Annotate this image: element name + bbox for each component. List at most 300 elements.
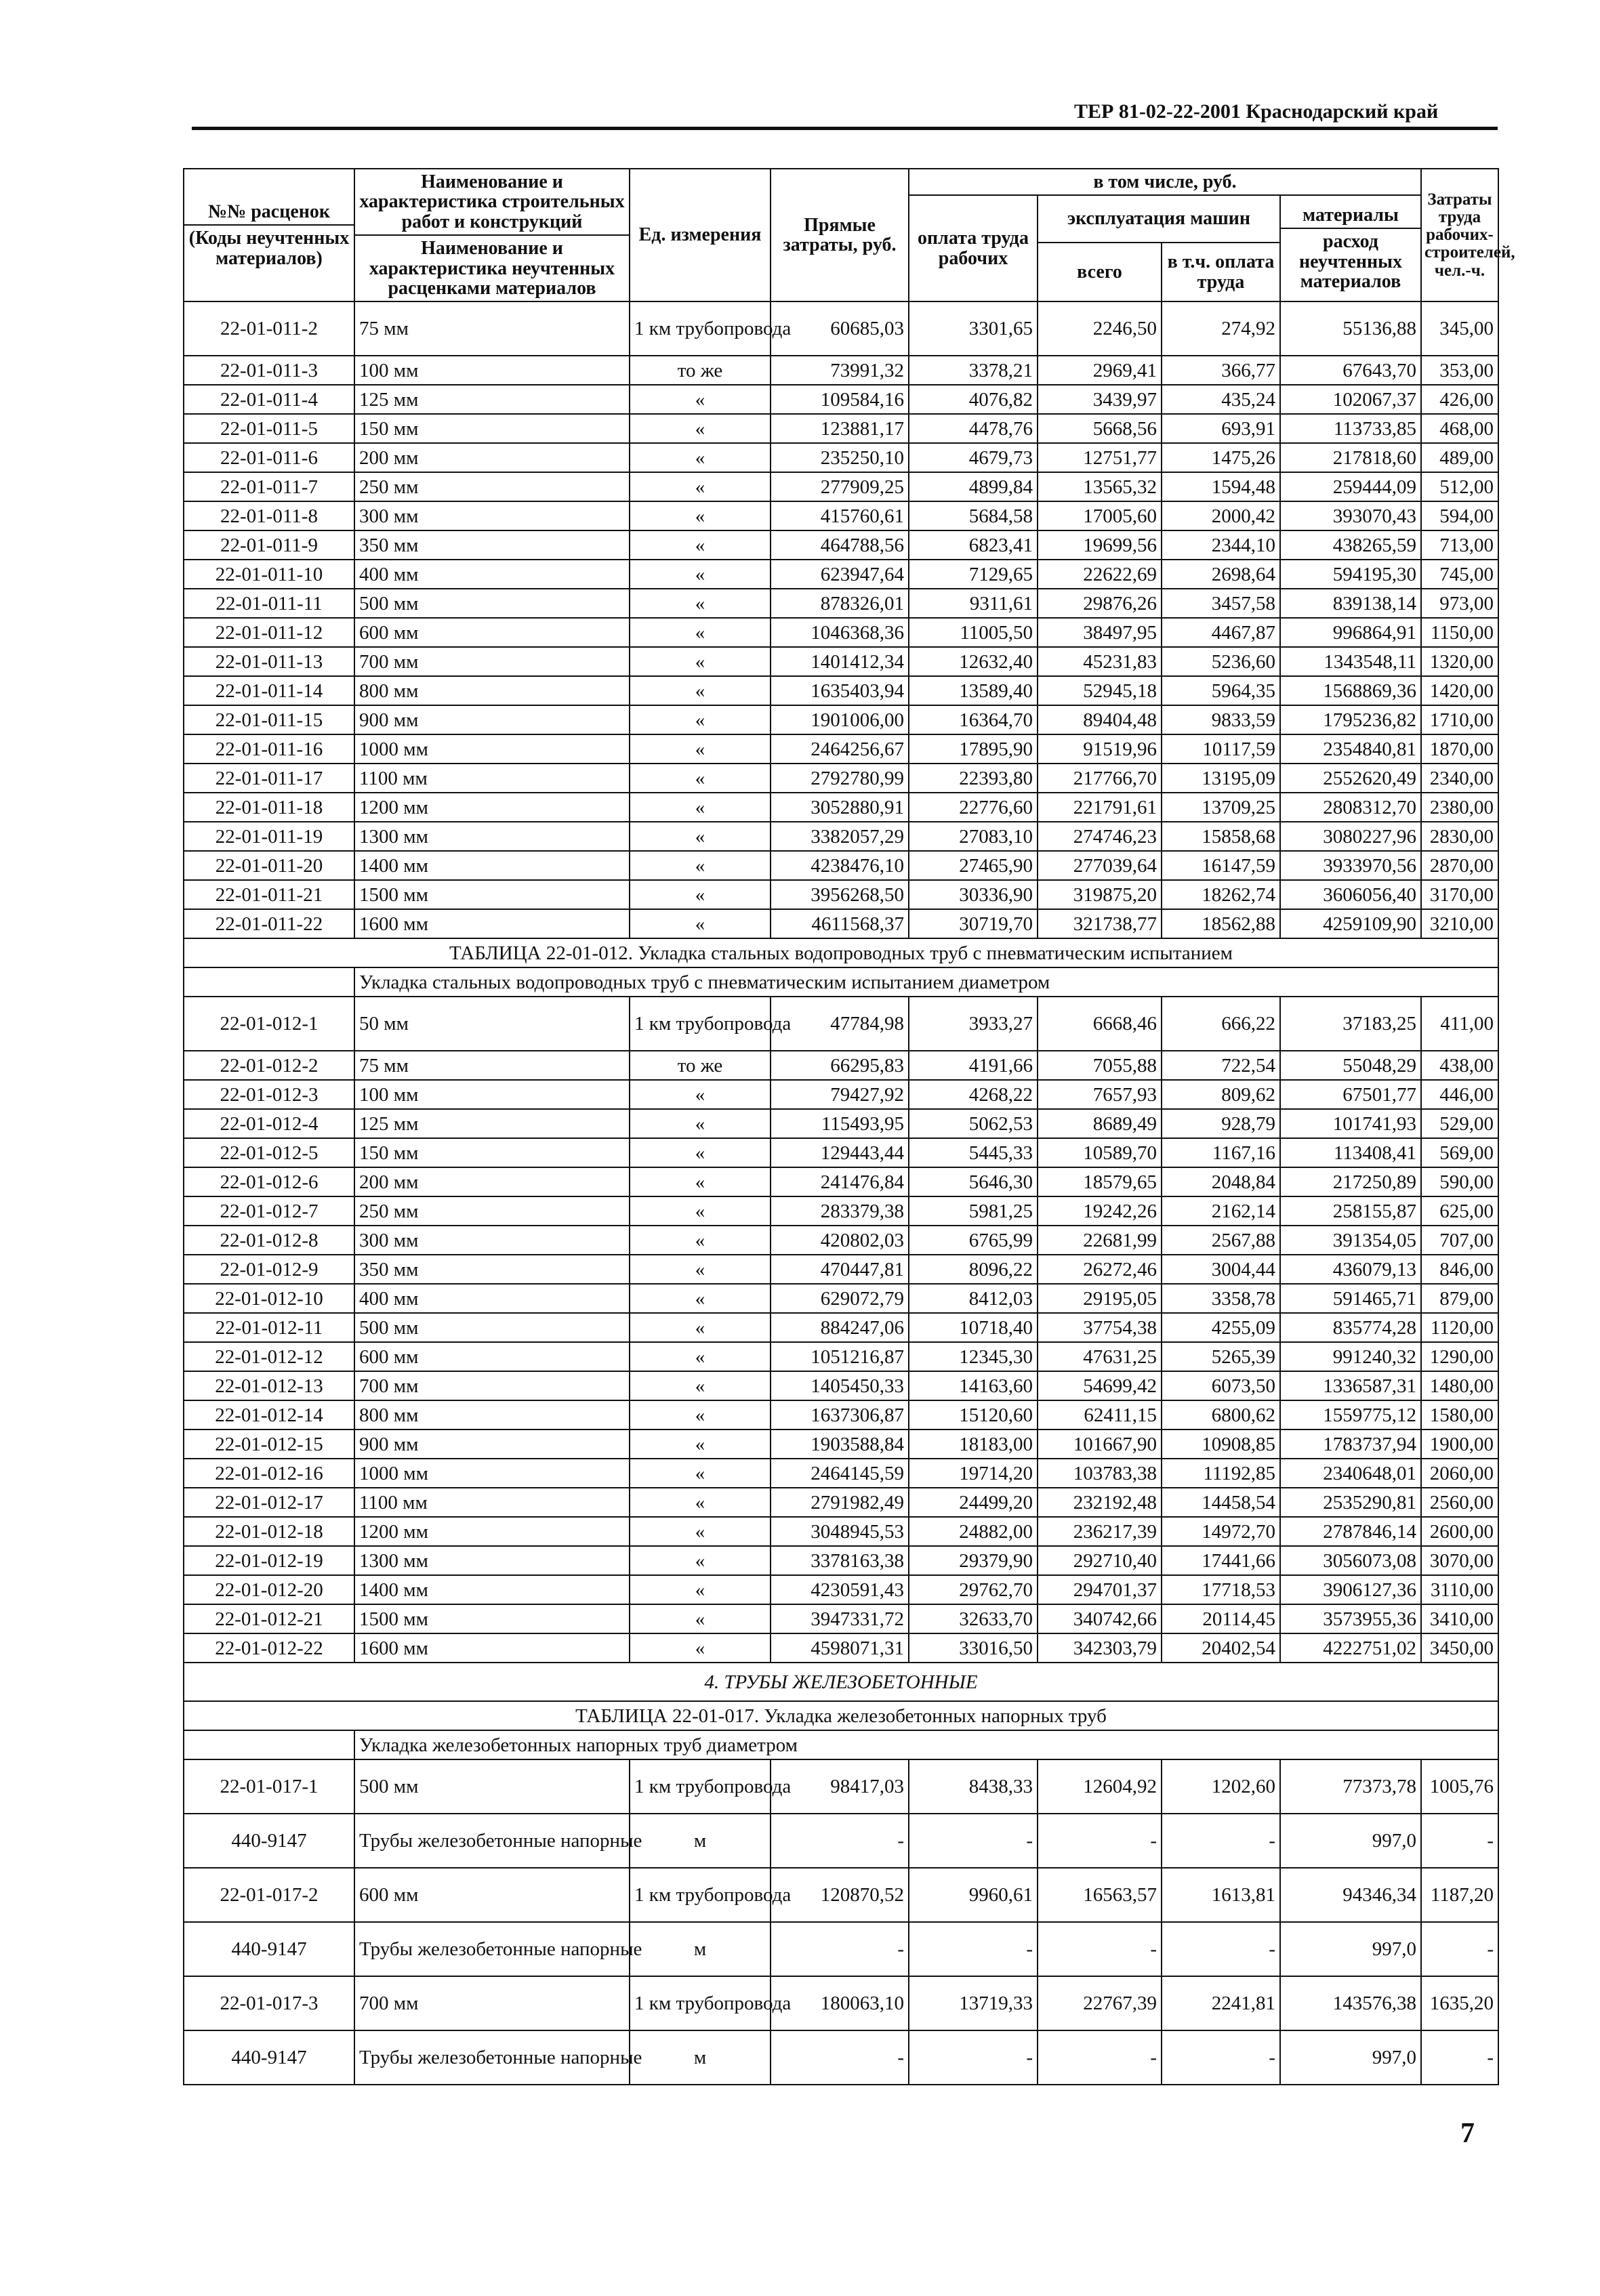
- machines-wages: 20114,45: [1162, 1604, 1280, 1633]
- rate-unit: 1 км трубопровода: [630, 301, 771, 356]
- rate-unit: «: [630, 1109, 771, 1138]
- machines-total: 62411,15: [1038, 1400, 1162, 1429]
- direct-cost: 115493,95: [771, 1109, 909, 1138]
- labor-cost: 1120,00: [1421, 1313, 1498, 1342]
- labor-cost: 1420,00: [1421, 676, 1498, 705]
- machines-total: 274746,23: [1038, 822, 1162, 851]
- materials-cost: 94346,34: [1280, 1868, 1421, 1922]
- rate-unit: «: [630, 530, 771, 560]
- machines-total: 37754,38: [1038, 1313, 1162, 1342]
- rate-name: 1500 мм: [354, 1604, 630, 1633]
- machines-total: 47631,25: [1038, 1342, 1162, 1371]
- subtitle-blank-cell: [184, 967, 354, 997]
- machines-wages: 722,54: [1162, 1051, 1280, 1080]
- column-header-machines-wages: в т.ч. оплата труда: [1162, 243, 1280, 301]
- materials-cost: 835774,28: [1280, 1313, 1421, 1342]
- rate-unit: «: [630, 472, 771, 501]
- machines-wages: 1613,81: [1162, 1868, 1280, 1922]
- materials-cost: 997,0: [1280, 2030, 1421, 2085]
- direct-cost: 3378163,38: [771, 1546, 909, 1575]
- wages-cost: 16364,70: [909, 705, 1038, 734]
- rate-unit: «: [630, 1313, 771, 1342]
- machines-total: 217766,70: [1038, 764, 1162, 793]
- wages-cost: 3933,27: [909, 997, 1038, 1051]
- direct-cost: 3382057,29: [771, 822, 909, 851]
- wages-cost: 4478,76: [909, 414, 1038, 443]
- direct-cost: 283379,38: [771, 1196, 909, 1226]
- rate-unit: «: [630, 1080, 771, 1109]
- rate-name: 700 мм: [354, 1371, 630, 1400]
- labor-cost: 3170,00: [1421, 880, 1498, 909]
- rate-code: 22-01-012-7: [184, 1196, 354, 1226]
- machines-total: 26272,46: [1038, 1255, 1162, 1284]
- machines-total: 29195,05: [1038, 1284, 1162, 1313]
- rate-code: 22-01-011-16: [184, 734, 354, 764]
- materials-cost: 2787846,14: [1280, 1517, 1421, 1546]
- column-header-unit: Ед. измерения: [630, 169, 771, 301]
- rate-unit: «: [630, 1342, 771, 1371]
- machines-wages: 1475,26: [1162, 443, 1280, 472]
- direct-cost: 623947,64: [771, 560, 909, 589]
- wages-cost: 4268,22: [909, 1080, 1038, 1109]
- rate-unit: «: [630, 618, 771, 647]
- table-row: [184, 1922, 1498, 1976]
- machines-wages: 2344,10: [1162, 530, 1280, 560]
- table-row: [184, 1400, 1498, 1429]
- table-row: [184, 1488, 1498, 1517]
- machines-wages: 5265,39: [1162, 1342, 1280, 1371]
- rate-name: 1000 мм: [354, 734, 630, 764]
- labor-cost: 707,00: [1421, 1226, 1498, 1255]
- materials-cost: 1336587,31: [1280, 1371, 1421, 1400]
- labor-cost: 2830,00: [1421, 822, 1498, 851]
- materials-cost: 4222751,02: [1280, 1633, 1421, 1663]
- direct-cost: 79427,92: [771, 1080, 909, 1109]
- direct-cost: 470447,81: [771, 1255, 909, 1284]
- labor-cost: 745,00: [1421, 560, 1498, 589]
- machines-wages: 809,62: [1162, 1080, 1280, 1109]
- direct-cost: 1051216,87: [771, 1342, 909, 1371]
- rate-code: 22-01-011-9: [184, 530, 354, 560]
- table-row: [184, 1138, 1498, 1167]
- machines-total: 22767,39: [1038, 1976, 1162, 2030]
- rate-name: 400 мм: [354, 1284, 630, 1313]
- materials-cost: 217250,89: [1280, 1167, 1421, 1196]
- materials-cost: 438265,59: [1280, 530, 1421, 560]
- rate-code: 22-01-011-2: [184, 301, 354, 356]
- labor-cost: 489,00: [1421, 443, 1498, 472]
- rate-code: 22-01-011-5: [184, 414, 354, 443]
- rate-name: 400 мм: [354, 560, 630, 589]
- table-row: [184, 851, 1498, 880]
- column-header-name-bottom: Наименование и характеристика неучтенных расценками материалов: [355, 234, 629, 298]
- machines-total: 38497,95: [1038, 618, 1162, 647]
- machines-wages: 4255,09: [1162, 1313, 1280, 1342]
- machines-wages: 20402,54: [1162, 1633, 1280, 1663]
- rate-unit: «: [630, 734, 771, 764]
- rate-unit: 1 км трубопровода: [630, 997, 771, 1051]
- machines-wages: 928,79: [1162, 1109, 1280, 1138]
- rate-unit: «: [630, 1138, 771, 1167]
- rate-code: 22-01-011-13: [184, 647, 354, 676]
- table-row: [184, 560, 1498, 589]
- machines-total: 321738,77: [1038, 909, 1162, 938]
- materials-cost: 1568869,36: [1280, 676, 1421, 705]
- labor-cost: 3110,00: [1421, 1575, 1498, 1604]
- labor-cost: -: [1421, 1814, 1498, 1868]
- rate-name: 300 мм: [354, 1226, 630, 1255]
- rate-unit: «: [630, 1255, 771, 1284]
- wages-cost: 6765,99: [909, 1226, 1038, 1255]
- direct-cost: 464788,56: [771, 530, 909, 560]
- table-row: [184, 501, 1498, 530]
- rate-name: 50 мм: [354, 997, 630, 1051]
- table-title-row: [184, 938, 1498, 967]
- rate-name: 150 мм: [354, 1138, 630, 1167]
- direct-cost: 3956268,50: [771, 880, 909, 909]
- rate-unit: «: [630, 589, 771, 618]
- table-row: [184, 530, 1498, 560]
- labor-cost: 1635,20: [1421, 1976, 1498, 2030]
- table-row: [184, 705, 1498, 734]
- direct-cost: 4598071,31: [771, 1633, 909, 1663]
- rate-name: 1100 мм: [354, 764, 630, 793]
- direct-cost: 415760,61: [771, 501, 909, 530]
- materials-cost: 393070,43: [1280, 501, 1421, 530]
- direct-cost: 1637306,87: [771, 1400, 909, 1429]
- direct-cost: 1046368,36: [771, 618, 909, 647]
- table-row: [184, 1313, 1498, 1342]
- direct-cost: 73991,32: [771, 356, 909, 385]
- labor-cost: 590,00: [1421, 1167, 1498, 1196]
- table-row: [184, 1051, 1498, 1080]
- direct-cost: 878326,01: [771, 589, 909, 618]
- rate-code: 22-01-012-5: [184, 1138, 354, 1167]
- rate-unit: «: [630, 909, 771, 938]
- materials-cost: 113733,85: [1280, 414, 1421, 443]
- direct-cost: 3048945,53: [771, 1517, 909, 1546]
- table-row: [184, 301, 1498, 356]
- labor-cost: 2340,00: [1421, 764, 1498, 793]
- rate-name: 100 мм: [354, 356, 630, 385]
- machines-total: 22622,69: [1038, 560, 1162, 589]
- table-row: [184, 1546, 1498, 1575]
- column-header-code-bottom: (Коды неучтенных материалов): [184, 224, 354, 268]
- machines-wages: 274,92: [1162, 301, 1280, 356]
- rate-name: 1600 мм: [354, 909, 630, 938]
- column-header-name: [354, 169, 630, 301]
- labor-cost: 1710,00: [1421, 705, 1498, 734]
- table-title: ТАБЛИЦА 22-01-012. Укладка стальных водопроводных труб с пневматическим испытанием: [184, 938, 1498, 967]
- machines-total: 277039,64: [1038, 851, 1162, 880]
- machines-total: 7657,93: [1038, 1080, 1162, 1109]
- rate-code: 22-01-012-6: [184, 1167, 354, 1196]
- direct-cost: 420802,03: [771, 1226, 909, 1255]
- wages-cost: 24499,20: [909, 1488, 1038, 1517]
- rate-unit: «: [630, 851, 771, 880]
- machines-wages: 2241,81: [1162, 1976, 1280, 2030]
- rate-unit: «: [630, 793, 771, 822]
- table-row: [184, 1429, 1498, 1459]
- table-row: [184, 909, 1498, 938]
- wages-cost: 5684,58: [909, 501, 1038, 530]
- labor-cost: 1480,00: [1421, 1371, 1498, 1400]
- machines-total: 89404,48: [1038, 705, 1162, 734]
- table-row: [184, 1255, 1498, 1284]
- direct-cost: 98417,03: [771, 1759, 909, 1814]
- direct-cost: 4611568,37: [771, 909, 909, 938]
- materials-cost: 991240,32: [1280, 1342, 1421, 1371]
- rate-code: 22-01-011-19: [184, 822, 354, 851]
- rate-name: 500 мм: [354, 589, 630, 618]
- rate-name: 800 мм: [354, 1400, 630, 1429]
- column-header-machines-total: всего: [1038, 243, 1162, 301]
- wages-cost: 12345,30: [909, 1342, 1038, 1371]
- materials-cost: 1343548,11: [1280, 647, 1421, 676]
- table-row: [184, 997, 1498, 1051]
- rate-unit: «: [630, 1226, 771, 1255]
- rate-code: 22-01-017-2: [184, 1868, 354, 1922]
- rate-unit: м: [630, 1922, 771, 1976]
- labor-cost: -: [1421, 2030, 1498, 2085]
- table-row: [184, 589, 1498, 618]
- materials-cost: 3080227,96: [1280, 822, 1421, 851]
- machines-wages: -: [1162, 1814, 1280, 1868]
- machines-total: 17005,60: [1038, 501, 1162, 530]
- machines-wages: 15858,68: [1162, 822, 1280, 851]
- rate-name: 125 мм: [354, 1109, 630, 1138]
- labor-cost: 426,00: [1421, 385, 1498, 414]
- direct-cost: 123881,17: [771, 414, 909, 443]
- materials-cost: 2340648,01: [1280, 1459, 1421, 1488]
- table-row: [184, 2030, 1498, 2085]
- rate-name: 600 мм: [354, 1342, 630, 1371]
- machines-wages: 17441,66: [1162, 1546, 1280, 1575]
- machines-wages: 5236,60: [1162, 647, 1280, 676]
- wages-cost: -: [909, 1814, 1038, 1868]
- machines-total: 294701,37: [1038, 1575, 1162, 1604]
- direct-cost: 66295,83: [771, 1051, 909, 1080]
- labor-cost: 438,00: [1421, 1051, 1498, 1080]
- labor-cost: 1900,00: [1421, 1429, 1498, 1459]
- materials-cost: 55048,29: [1280, 1051, 1421, 1080]
- direct-cost: 129443,44: [771, 1138, 909, 1167]
- table-row: [184, 472, 1498, 501]
- rate-code: 440-9147: [184, 2030, 354, 2085]
- direct-cost: 1401412,34: [771, 647, 909, 676]
- materials-cost: 436079,13: [1280, 1255, 1421, 1284]
- rate-code: 22-01-012-1: [184, 997, 354, 1051]
- table-row: [184, 1759, 1498, 1814]
- machines-wages: 14458,54: [1162, 1488, 1280, 1517]
- machines-total: 3439,97: [1038, 385, 1162, 414]
- rate-code: 22-01-012-3: [184, 1080, 354, 1109]
- rate-name: 500 мм: [354, 1313, 630, 1342]
- wages-cost: 11005,50: [909, 618, 1038, 647]
- machines-wages: 435,24: [1162, 385, 1280, 414]
- machines-wages: 14972,70: [1162, 1517, 1280, 1546]
- materials-cost: 4259109,90: [1280, 909, 1421, 938]
- table-row: [184, 1167, 1498, 1196]
- materials-cost: 3933970,56: [1280, 851, 1421, 880]
- labor-cost: 1320,00: [1421, 647, 1498, 676]
- rate-unit: «: [630, 1633, 771, 1663]
- wages-cost: -: [909, 2030, 1038, 2085]
- labor-cost: 846,00: [1421, 1255, 1498, 1284]
- rate-unit: «: [630, 1284, 771, 1313]
- machines-wages: 4467,87: [1162, 618, 1280, 647]
- rate-name: 200 мм: [354, 443, 630, 472]
- wages-cost: 30336,90: [909, 880, 1038, 909]
- machines-wages: -: [1162, 1922, 1280, 1976]
- machines-wages: 693,91: [1162, 414, 1280, 443]
- rate-unit: «: [630, 1517, 771, 1546]
- wages-cost: 14163,60: [909, 1371, 1038, 1400]
- labor-cost: 2060,00: [1421, 1459, 1498, 1488]
- materials-cost: 2535290,81: [1280, 1488, 1421, 1517]
- rate-code: 440-9147: [184, 1814, 354, 1868]
- table-row: [184, 1109, 1498, 1138]
- machines-wages: 3004,44: [1162, 1255, 1280, 1284]
- rate-code: 22-01-011-12: [184, 618, 354, 647]
- rate-code: 22-01-011-3: [184, 356, 354, 385]
- rate-name: 250 мм: [354, 1196, 630, 1226]
- wages-cost: 4679,73: [909, 443, 1038, 472]
- machines-wages: 666,22: [1162, 997, 1280, 1051]
- wages-cost: 27083,10: [909, 822, 1038, 851]
- rate-unit: «: [630, 385, 771, 414]
- machines-wages: 3457,58: [1162, 589, 1280, 618]
- machines-total: -: [1038, 2030, 1162, 2085]
- machines-total: 2246,50: [1038, 301, 1162, 356]
- rate-unit: «: [630, 1371, 771, 1400]
- direct-cost: 2791982,49: [771, 1488, 909, 1517]
- machines-total: 292710,40: [1038, 1546, 1162, 1575]
- machines-wages: 13195,09: [1162, 764, 1280, 793]
- machines-total: 7055,88: [1038, 1051, 1162, 1080]
- document-header: ТЕР 81-02-22-2001 Краснодарский край: [1074, 100, 1439, 123]
- direct-cost: 1635403,94: [771, 676, 909, 705]
- rate-name: 1400 мм: [354, 851, 630, 880]
- table-row: [184, 414, 1498, 443]
- rate-name: Трубы железобетонные напорные: [354, 1922, 630, 1976]
- rate-name: Трубы железобетонные напорные: [354, 2030, 630, 2085]
- rate-unit: «: [630, 764, 771, 793]
- materials-cost: 258155,87: [1280, 1196, 1421, 1226]
- materials-cost: 143576,38: [1280, 1976, 1421, 2030]
- direct-cost: 241476,84: [771, 1167, 909, 1196]
- labor-cost: 529,00: [1421, 1109, 1498, 1138]
- labor-cost: -: [1421, 1922, 1498, 1976]
- wages-cost: 5062,53: [909, 1109, 1038, 1138]
- table-row: [184, 676, 1498, 705]
- labor-cost: 569,00: [1421, 1138, 1498, 1167]
- wages-cost: 4076,82: [909, 385, 1038, 414]
- direct-cost: 884247,06: [771, 1313, 909, 1342]
- direct-cost: 4230591,43: [771, 1575, 909, 1604]
- rate-code: 440-9147: [184, 1922, 354, 1976]
- direct-cost: 629072,79: [771, 1284, 909, 1313]
- rate-code: 22-01-012-4: [184, 1109, 354, 1138]
- materials-cost: 2354840,81: [1280, 734, 1421, 764]
- wages-cost: 17895,90: [909, 734, 1038, 764]
- table-row: [184, 1868, 1498, 1922]
- rate-name: 1600 мм: [354, 1633, 630, 1663]
- direct-cost: -: [771, 1922, 909, 1976]
- rate-code: 22-01-012-12: [184, 1342, 354, 1371]
- rate-code: 22-01-012-15: [184, 1429, 354, 1459]
- rate-code: 22-01-011-15: [184, 705, 354, 734]
- machines-total: 319875,20: [1038, 880, 1162, 909]
- wages-cost: 5445,33: [909, 1138, 1038, 1167]
- direct-cost: 120870,52: [771, 1868, 909, 1922]
- materials-cost: 102067,37: [1280, 385, 1421, 414]
- direct-cost: 1903588,84: [771, 1429, 909, 1459]
- machines-total: 221791,61: [1038, 793, 1162, 822]
- rate-code: 22-01-012-9: [184, 1255, 354, 1284]
- machines-wages: 2000,42: [1162, 501, 1280, 530]
- wages-cost: 3378,21: [909, 356, 1038, 385]
- machines-total: 8689,49: [1038, 1109, 1162, 1138]
- rate-unit: «: [630, 414, 771, 443]
- rate-code: 22-01-012-21: [184, 1604, 354, 1633]
- table-subtitle: Укладка стальных водопроводных труб с пневматическим испытанием диаметром: [354, 967, 1498, 997]
- rate-name: 1100 мм: [354, 1488, 630, 1517]
- direct-cost: -: [771, 1814, 909, 1868]
- wages-cost: 22776,60: [909, 793, 1038, 822]
- wages-cost: 30719,70: [909, 909, 1038, 938]
- rate-name: 1300 мм: [354, 822, 630, 851]
- column-header-name-top: Наименование и характеристика строительных работ и конструкций: [359, 171, 625, 232]
- rate-code: 22-01-011-22: [184, 909, 354, 938]
- wages-cost: 5981,25: [909, 1196, 1038, 1226]
- labor-cost: 713,00: [1421, 530, 1498, 560]
- wages-cost: 7129,65: [909, 560, 1038, 589]
- table-row: [184, 443, 1498, 472]
- rate-code: 22-01-017-1: [184, 1759, 354, 1814]
- rate-name: 600 мм: [354, 618, 630, 647]
- table-row: [184, 1342, 1498, 1371]
- wages-cost: 19714,20: [909, 1459, 1038, 1488]
- table-row: [184, 880, 1498, 909]
- rate-name: 250 мм: [354, 472, 630, 501]
- direct-cost: 109584,16: [771, 385, 909, 414]
- machines-wages: 17718,53: [1162, 1575, 1280, 1604]
- rate-code: 22-01-012-16: [184, 1459, 354, 1488]
- direct-cost: 2464145,59: [771, 1459, 909, 1488]
- machines-wages: 5964,35: [1162, 676, 1280, 705]
- materials-cost: 594195,30: [1280, 560, 1421, 589]
- direct-cost: 4238476,10: [771, 851, 909, 880]
- labor-cost: 625,00: [1421, 1196, 1498, 1226]
- header-rule: [192, 127, 1498, 130]
- machines-total: 5668,56: [1038, 414, 1162, 443]
- direct-cost: 3052880,91: [771, 793, 909, 822]
- materials-cost: 37183,25: [1280, 997, 1421, 1051]
- rate-name: 1300 мм: [354, 1546, 630, 1575]
- materials-cost: 67501,77: [1280, 1080, 1421, 1109]
- materials-cost: 113408,41: [1280, 1138, 1421, 1167]
- direct-cost: -: [771, 2030, 909, 2085]
- rate-unit: 1 км трубопровода: [630, 1868, 771, 1922]
- machines-total: 54699,42: [1038, 1371, 1162, 1400]
- wages-cost: -: [909, 1922, 1038, 1976]
- rate-code: 22-01-012-2: [184, 1051, 354, 1080]
- labor-cost: 2870,00: [1421, 851, 1498, 880]
- labor-cost: 1580,00: [1421, 1400, 1498, 1429]
- machines-wages: 1202,60: [1162, 1759, 1280, 1814]
- table-row: [184, 1633, 1498, 1663]
